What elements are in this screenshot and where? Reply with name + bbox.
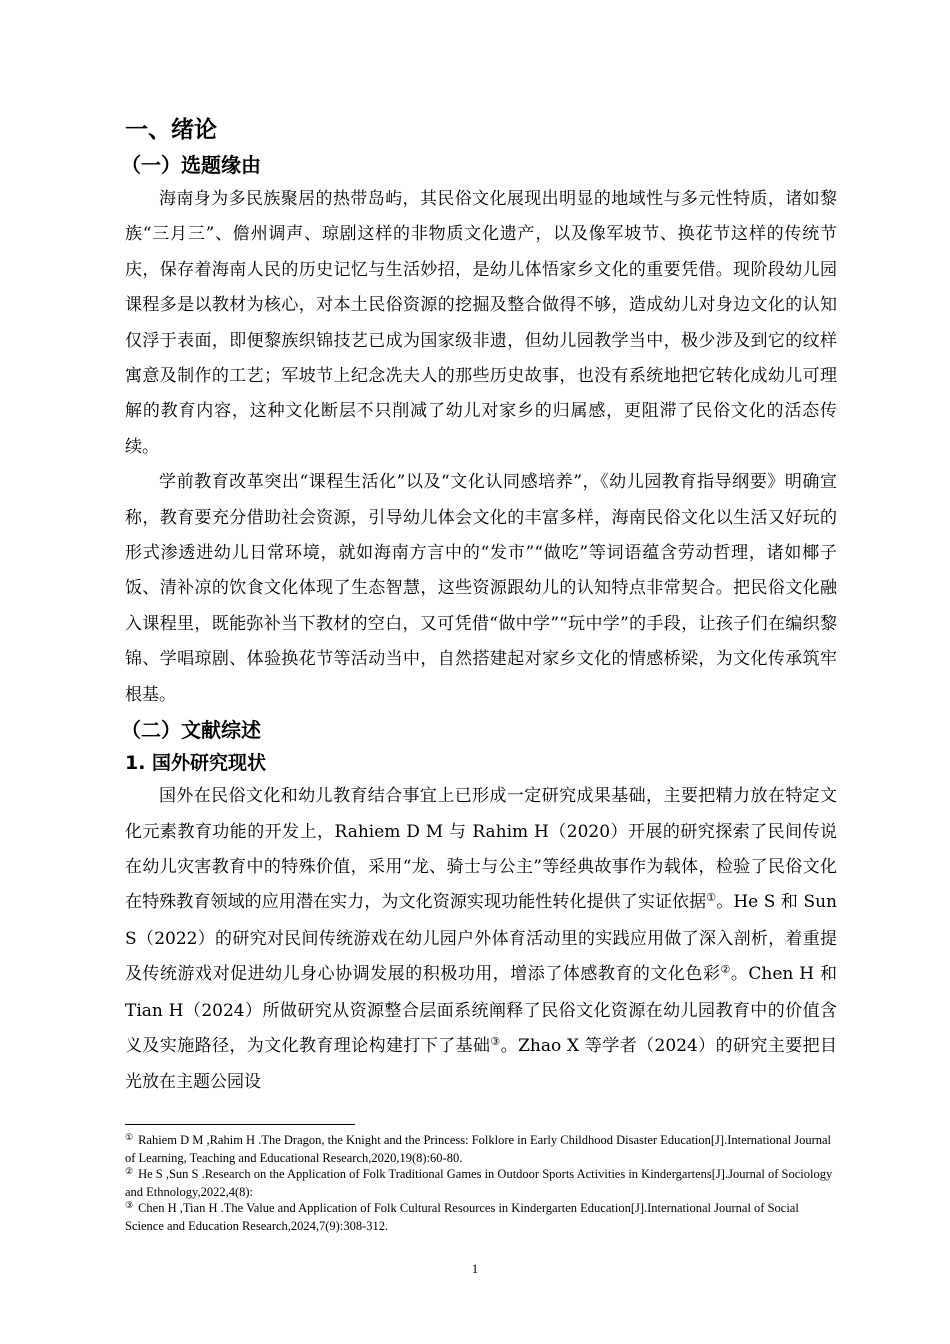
paragraph-reason-1: 海南身为多民族聚居的热带岛屿，其民俗文化展现出明显的地域性与多元性特质，诸如黎族“三月三”、儋州调声、琼剧这样的非物质文化遗产，以及像军坡节、换花节这样的传统节庆，保存着海南人民的历史记忆与生活妙招，是幼儿体悟家乡文化的重要凭借。现阶段幼儿园课程多是以教材为核心，对本土民俗资源的挖掘及整合做得不够，造成幼儿对身边文化的认知仅浮于表面，即便黎族织锦技艺已成为国家级非遗，但幼儿园教学当中，极少涉及到它的纹样寓意及制作的工艺；军坡节上纪念冼夫人的那些历史故事，也没有系统地把它转化成幼儿可理解的教育内容，这种文化断层不只削减了幼儿对家乡的归属感，更阻滞了民俗文化的活态传续。 xyxy=(125,189,837,457)
paragraph-reason-2: 学前教育改革突出“课程生活化”以及“文化认同感培养”，《幼儿园教育指导纲要》明确宣称，教育要充分借助社会资源，引导幼儿体会文化的丰富多样，海南民俗文化以生活又好玩的形式渗透进幼儿日常环境，就如海南方言中的“发市”“做吃”等词语蕴含劳动哲理，诸如椰子饭、清补凉的饮食文化体现了生态智慧，这些资源跟幼儿的认知特点非常契合。把民俗文化融入课程里，既能弥补当下教材的空白，又可凭借“做中学”“玩中学”的手段，让孩子们在编织黎锦、学唱琼剧、体验换花节等活动当中，自然搭建起对家乡文化的情感桥梁，为文化传承筑牢根基。 xyxy=(125,472,837,705)
footnote-text: Chen H ,Tian H .The Value and Application of Folk Cultural Resources in Kindergarten Education[J].International Journal of Social Science and Education Research,2024,7(9):308-312. xyxy=(125,1201,799,1233)
footnote-mark: ③ xyxy=(125,1200,134,1210)
footnote-ref-1[interactable]: ① xyxy=(706,891,717,905)
footnote-mark: ① xyxy=(125,1132,134,1142)
page-body xyxy=(121,112,837,1101)
section-heading-reason: （一）选题缘由 xyxy=(121,153,261,177)
page-number: 1 xyxy=(471,1261,479,1276)
paragraph-text-part: 国外在民俗文化和幼儿教育结合事宜上已形成一定研究成果基础，主要把精力放在特定文化元素教育功能的开发上，Rahiem D M 与 Rahim H（2020）开展的研究探索了民间传说在幼儿灾害教育中的特殊价值，采用“龙、骑士与公主”等经典故事作为载体，检验了民俗文化在特殊教育领域的应用潜在实力，为文化资源实现功能性转化提供了实证依据 xyxy=(125,786,837,913)
footnote-3 xyxy=(125,1200,837,1234)
paragraph-text-part: 。Zhao X 等学者（2024）的研究主要把目光放在主题公园设 xyxy=(125,1035,837,1093)
paragraph-foreign-research xyxy=(125,779,837,1101)
footnote-separator xyxy=(125,1124,355,1125)
footnote-1 xyxy=(125,1132,837,1166)
paragraph-text-part: 。Chen H 和 Tian H（2024）所做研究从资源整合层面系统阐释了民俗文化资源在幼儿园教育中的价值含义及实施路径，为文化教育理论构建打下了基础 xyxy=(125,964,837,1056)
chapter-heading: 一、绪论 xyxy=(125,117,217,143)
section-heading-literature: （二）文献综述 xyxy=(121,718,261,743)
footnote-text: He S ,Sun S .Research on the Application of Folk Traditional Games in Outdoor Sports Activities in Kindergartens[J].Journal of Sociology and Ethnology,2022,4(8): xyxy=(125,1167,833,1199)
footnote-ref-3[interactable]: ③ xyxy=(490,1034,501,1048)
paragraph-text-part: 。He S 和 Sun S（2022）的研究对民间传统游戏在幼儿园户外体育活动里的实践应用做了深入剖析，着重提及传统游戏对促进幼儿身心协调发展的积极功用，增添了体感教育的文化色彩 xyxy=(125,892,837,985)
subsection-heading-foreign: 1. 国外研究现状 xyxy=(125,752,267,775)
footnote-ref-2[interactable]: ② xyxy=(720,963,731,977)
footnotes-area xyxy=(125,1124,837,1234)
footnote-text: Rahiem D M ,Rahim H .The Dragon, the Knight and the Princess: Folklore in Early Childhood Disaster Education[J].International Journal of Learning, Teaching and Educational Research,2020,19(8):60-80. xyxy=(125,1133,831,1165)
footnote-2 xyxy=(125,1166,837,1200)
footnote-mark: ② xyxy=(125,1166,134,1176)
